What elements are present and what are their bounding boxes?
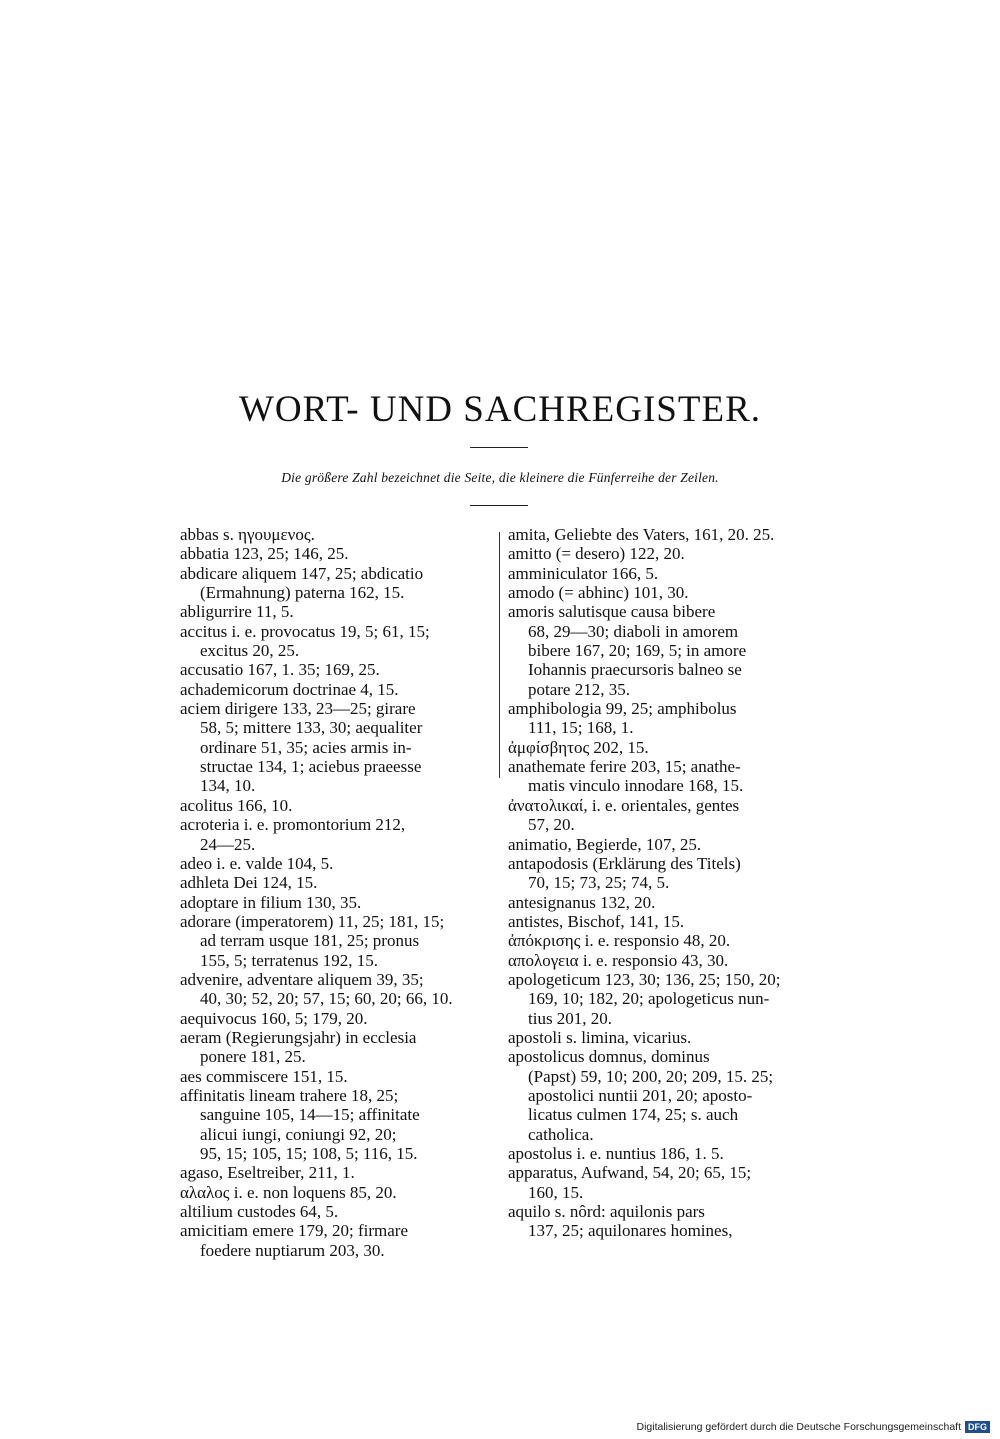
index-entry-line: 111, 15; 168, 1. xyxy=(528,718,634,738)
index-entry-line: animatio, Begierde, 107, 25. xyxy=(508,834,702,854)
title-rule-bottom xyxy=(470,505,528,506)
index-entry-line: (Papst) 59, 10; 200, 20; 209, 15. 25; xyxy=(528,1066,774,1086)
index-entry-line: antapodosis (Erklärung des Titels) xyxy=(508,853,741,873)
index-entry-line: amodo (= abhinc) 101, 30. xyxy=(508,583,689,603)
index-entry-line: aes commiscere 151, 15. xyxy=(180,1066,348,1086)
index-entry-line: ad terram usque 181, 25; pronus xyxy=(200,931,420,951)
index-entry-line: sanguine 105, 14—15; affinitate xyxy=(200,1105,420,1125)
column-divider xyxy=(499,532,500,778)
index-entry-line: 68, 29—30; diaboli in amorem xyxy=(528,621,739,641)
index-entry-line: abligurrire 11, 5. xyxy=(180,602,294,622)
footer-text: Digitalisierung gefördert durch die Deutsche Forschungsgemeinschaft xyxy=(636,1421,961,1433)
index-column-right xyxy=(508,525,820,1241)
index-column-left xyxy=(180,525,492,1260)
index-entry-line: apostolici nuntii 201, 20; aposto- xyxy=(528,1085,753,1105)
index-entry-line: adorare (imperatorem) 11, 25; 181, 15; xyxy=(180,911,445,931)
index-entry-line: amphibologia 99, 25; amphibolus xyxy=(508,699,737,719)
index-entry-line: 58, 5; mittere 133, 30; aequaliter xyxy=(200,718,423,738)
title-rule-top xyxy=(470,447,528,448)
index-entry-line: 40, 30; 52, 20; 57, 15; 60, 20; 66, 10. xyxy=(200,989,453,1009)
index-entry-line: amita, Geliebte des Vaters, 161, 20. 25. xyxy=(508,525,775,544)
index-entry-line: 137, 25; aquilonares homines, xyxy=(528,1221,733,1241)
index-entry-line: matis vinculo innodare 168, 15. xyxy=(528,776,744,796)
index-entry-line: 155, 5; terratenus 192, 15. xyxy=(200,950,378,970)
index-entry-line: apostolicus domnus, dominus xyxy=(508,1047,710,1067)
index-entry-line: 95, 15; 105, 15; 108, 5; 116, 15. xyxy=(200,1144,418,1163)
index-entry-line: 160, 15. xyxy=(528,1182,584,1202)
index-entry-line: apostoli s. limina, vicarius. xyxy=(508,1027,692,1047)
index-entry-line: 57, 20. xyxy=(528,815,575,835)
index-entry-line: 169, 10; 182, 20; apologeticus nun- xyxy=(528,989,770,1009)
dfg-logo: DFG xyxy=(965,1421,990,1433)
index-entry-line: antesignanus 132, 20. xyxy=(508,892,656,912)
index-entry-line: ἀνατολικαί, i. e. orientales, gentes xyxy=(508,795,740,815)
index-entry-line: abbas s. ηγουμενος. xyxy=(180,525,315,544)
index-entry-line: advenire, adventare aliquem 39, 35; xyxy=(180,969,424,989)
index-entry-line: acroteria i. e. promontorium 212, xyxy=(180,815,406,835)
index-entry-line: apostolus i. e. nuntius 186, 1. 5. xyxy=(508,1144,724,1163)
index-entry-line: adhleta Dei 124, 15. xyxy=(180,873,318,893)
index-entry-line: abdicare aliquem 147, 25; abdicatio xyxy=(180,563,424,583)
index-entry-line: amitto (= desero) 122, 20. xyxy=(508,544,685,564)
index-entry-line: ordinare 51, 35; acies armis in- xyxy=(200,737,412,757)
index-entry-line: amminiculator 166, 5. xyxy=(508,563,659,583)
index-entry-line: amicitiam emere 179, 20; firmare xyxy=(180,1221,408,1241)
index-entry-line: ἀπόκρισης i. e. responsio 48, 20. xyxy=(508,931,731,951)
index-entry-line: antistes, Bischof, 141, 15. xyxy=(508,911,685,931)
index-entry-line: achademicorum doctrinae 4, 15. xyxy=(180,679,399,699)
index-entry-line: Iohannis praecursoris balneo se xyxy=(528,660,742,680)
index-entry-line: aquilo s. nôrd: aquilonis pars xyxy=(508,1202,705,1222)
index-entry-line: aequivocus 160, 5; 179, 20. xyxy=(180,1008,368,1028)
index-entry-line: agaso, Eseltreiber, 211, 1. xyxy=(180,1163,355,1183)
index-entry-line: potare 212, 35. xyxy=(528,679,630,699)
index-entry-line: adeo i. e. valde 104, 5. xyxy=(180,853,334,873)
index-entry-line: adoptare in filium 130, 35. xyxy=(180,892,362,912)
index-entry-line: licatus culmen 174, 25; s. auch xyxy=(528,1105,739,1125)
index-entry-line: 134, 10. xyxy=(200,776,256,796)
index-entry-line: aciem dirigere 133, 23—25; girare xyxy=(180,699,416,719)
index-entry-line: affinitatis lineam trahere 18, 25; xyxy=(180,1085,399,1105)
index-entry-line: foedere nuptiarum 203, 30. xyxy=(200,1240,385,1260)
index-entry-line: bibere 167, 20; 169, 5; in amore xyxy=(528,641,747,661)
index-entry-line: accusatio 167, 1. 35; 169, 25. xyxy=(180,660,380,680)
index-entry-line: απολογεια i. e. responsio 43, 30. xyxy=(508,950,729,970)
index-entry-line: αλαλος i. e. non loquens 85, 20. xyxy=(180,1182,397,1202)
index-entry-line: alicui iungi, coniungi 92, 20; xyxy=(200,1124,397,1144)
index-entry-line: aeram (Regierungsjahr) in ecclesia xyxy=(180,1027,417,1047)
footer xyxy=(636,1421,990,1433)
index-entry-line: 24—25. xyxy=(200,834,256,854)
index-entry-line: anathemate ferire 203, 15; anathe- xyxy=(508,757,741,777)
index-entry-line: (Ermahnung) paterna 162, 15. xyxy=(200,583,405,603)
index-entry-line: structae 134, 1; aciebus praeesse xyxy=(200,757,422,777)
index-entry-line: 70, 15; 73, 25; 74, 5. xyxy=(528,873,670,893)
index-entry-line: acolitus 166, 10. xyxy=(180,795,293,815)
index-entry-line: altilium custodes 64, 5. xyxy=(180,1202,339,1222)
index-entry-line: ponere 181, 25. xyxy=(200,1047,306,1067)
index-entry-line: abbatia 123, 25; 146, 25. xyxy=(180,544,349,564)
index-entry-line: apparatus, Aufwand, 54, 20; 65, 15; xyxy=(508,1163,752,1183)
page-title: WORT- UND SACHREGISTER. xyxy=(238,389,761,430)
index-entry-line: apologeticum 123, 30; 136, 25; 150, 20; xyxy=(508,969,781,989)
index-entry-line: tius 201, 20. xyxy=(528,1008,613,1028)
page-subtitle: Die größere Zahl bezeichnet die Seite, die kleinere die Fünferreihe der Zeilen. xyxy=(281,470,719,485)
index-entry-line: ἀμφίσβητος 202, 15. xyxy=(508,737,649,757)
index-entry-line: accitus i. e. provocatus 19, 5; 61, 15; xyxy=(180,621,430,641)
index-entry-line: amoris salutisque causa bibere xyxy=(508,602,716,622)
index-entry-line: catholica. xyxy=(528,1124,594,1144)
index-entry-line: excitus 20, 25. xyxy=(200,641,300,661)
